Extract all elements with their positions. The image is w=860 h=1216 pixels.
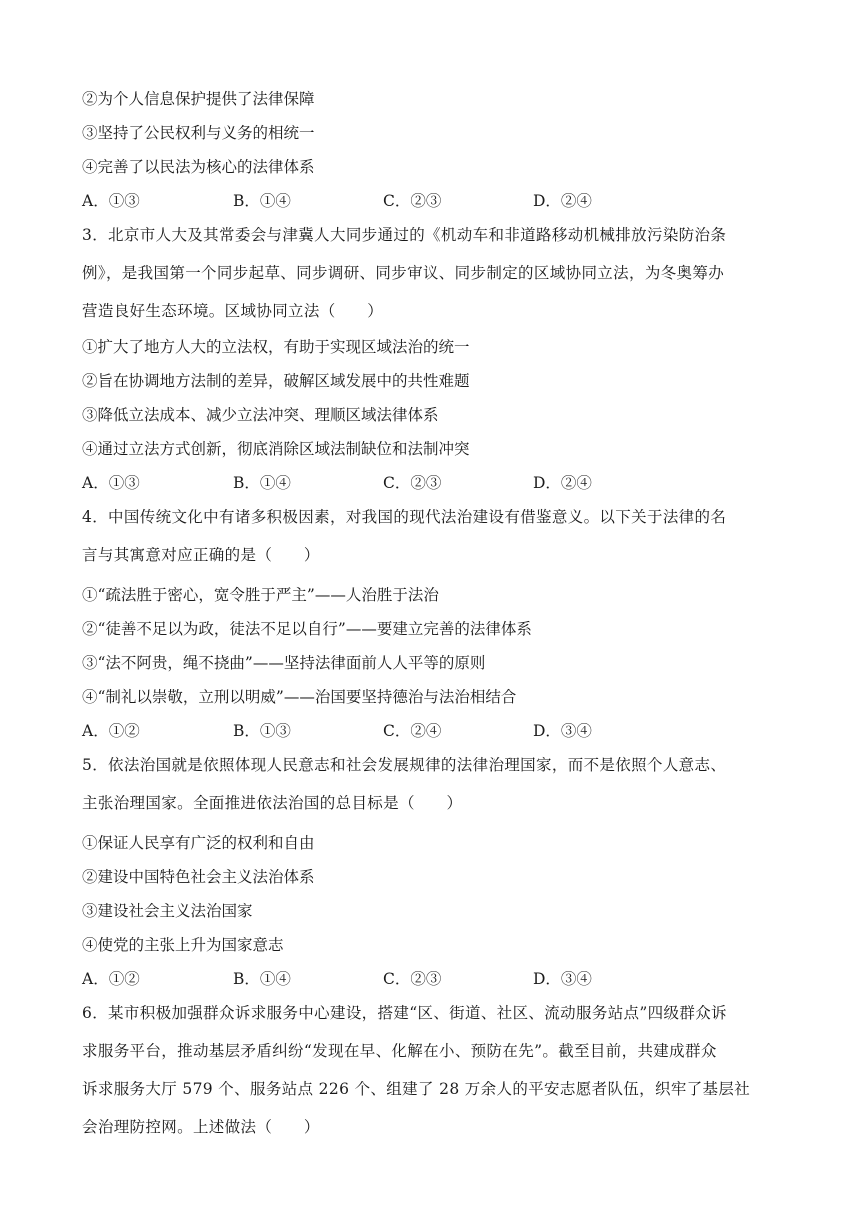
q5-stem-line-1: 5．依法治国就是依照体现人民意志和社会发展规律的法律治理国家，而不是依照个人意志、	[82, 756, 727, 774]
q4-option-b[interactable]: B．①③	[233, 722, 291, 740]
q3-options	[82, 473, 782, 495]
q4-option-d[interactable]: D．③④	[533, 722, 592, 740]
q6-stem-line-2: 求服务平台，推动基层矛盾纠纷“发现在早、化解在小、预防在先”。截至目前，共建成群众	[82, 1042, 717, 1060]
q5-options	[82, 969, 782, 991]
q4-stem-line-1: 4．中国传统文化中有诸多积极因素，对我国的现代法治建设有借鉴意义。以下关于法律的名	[82, 508, 727, 526]
q6-stem-line-4: 会治理防控网。上述做法（ ）	[82, 1118, 320, 1136]
q5-item-1: ①保证人民享有广泛的权利和自由	[82, 834, 315, 852]
q2-item-4: ④完善了以民法为核心的法律体系	[82, 158, 315, 176]
q5-option-c[interactable]: C．②③	[383, 970, 442, 988]
q3-stem-line-3: 营造良好生态环境。区域协同立法（ ）	[82, 302, 384, 320]
q3-item-3: ③降低立法成本、减少立法冲突、理顺区域法律体系	[82, 406, 439, 424]
q5-item-2: ②建设中国特色社会主义法治体系	[82, 868, 315, 886]
q5-stem-line-2: 主张治理国家。全面推进依法治国的总目标是（ ）	[82, 794, 463, 812]
q3-option-d[interactable]: D．②④	[533, 474, 592, 492]
q5-option-a[interactable]: A．①②	[82, 970, 140, 988]
q4-stem-line-2: 言与其寓意对应正确的是（ ）	[82, 546, 320, 564]
q3-stem-line-2: 例》，是我国第一个同步起草、同步调研、同步审议、同步制定的区域协同立法，为冬奥筹办	[82, 264, 725, 282]
q5-option-d[interactable]: D．③④	[533, 970, 592, 988]
q3-item-1: ①扩大了地方人大的立法权，有助于实现区域法治的统一	[82, 338, 470, 356]
q6-stem-line-1: 6．某市积极加强群众诉求服务中心建设，搭建“区、街道、社区、流动服务站点”四级群众诉	[82, 1004, 727, 1022]
q5-item-3: ③建设社会主义法治国家	[82, 902, 253, 920]
q3-item-4: ④通过立法方式创新，彻底消除区域法制缺位和法制冲突	[82, 440, 470, 458]
q3-stem-line-1: 3．北京市人大及其常委会与津冀人大同步通过的《机动车和非道路移动机械排放污染防治条	[82, 226, 727, 244]
q2-item-2: ②为个人信息保护提供了法律保障	[82, 90, 315, 108]
q6-stem-line-3: 诉求服务大厅 579 个、服务站点 226 个、组建了 28 万余人的平安志愿者队伍，织牢了基层社	[82, 1080, 751, 1098]
q5-option-b[interactable]: B．①④	[233, 970, 291, 988]
q3-option-a[interactable]: A．①③	[82, 474, 140, 492]
q2-option-c[interactable]: C．②③	[383, 192, 442, 210]
q2-options	[82, 191, 782, 213]
q3-item-2: ②旨在协调地方法制的差异，破解区域发展中的共性难题	[82, 372, 470, 390]
q2-item-3: ③坚持了公民权利与义务的相统一	[82, 124, 315, 142]
q4-option-a[interactable]: A．①②	[82, 722, 140, 740]
q4-option-c[interactable]: C．②④	[383, 722, 442, 740]
q2-option-b[interactable]: B．①④	[233, 192, 291, 210]
q2-option-d[interactable]: D．②④	[533, 192, 592, 210]
q3-option-b[interactable]: B．①④	[233, 474, 291, 492]
q4-item-3: ③“法不阿贵，绳不挠曲”——坚持法律面前人人平等的原则	[82, 654, 486, 672]
q2-option-a[interactable]: A．①③	[82, 192, 140, 210]
q4-item-4: ④“制礼以崇敬，立刑以明威”——治国要坚持德治与法治相结合	[82, 688, 517, 706]
q4-options	[82, 721, 782, 743]
q3-option-c[interactable]: C．②③	[383, 474, 442, 492]
q4-item-2: ②“徒善不足以为政，徒法不足以自行”——要建立完善的法律体系	[82, 620, 532, 638]
q4-item-1: ①“疏法胜于密心，宽令胜于严主”——人治胜于法治	[82, 586, 439, 604]
q5-item-4: ④使党的主张上升为国家意志	[82, 936, 284, 954]
